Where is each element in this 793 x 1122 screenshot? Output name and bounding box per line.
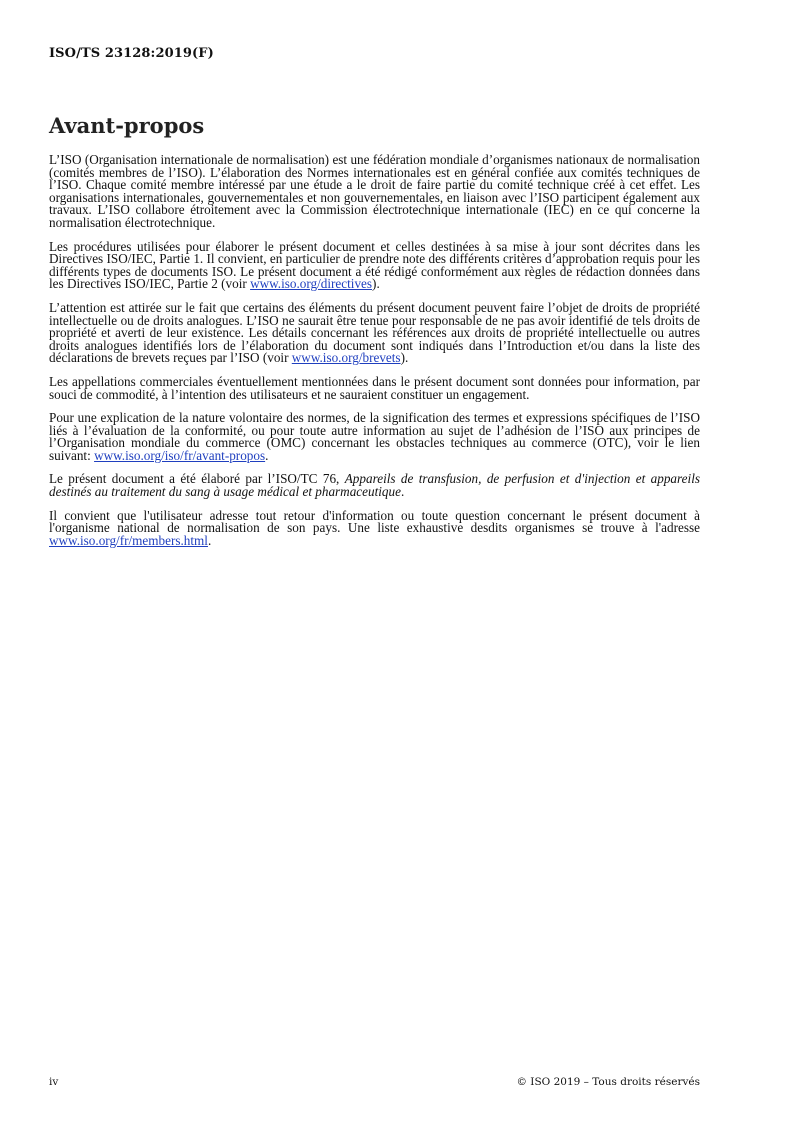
document-id: ISO/TS 23128:2019(F) [49, 46, 214, 61]
paragraph-3: L’attention est attirée sur le fait que certains des éléments du présent document peuvent faire l’objet de droits de propriété intellectuelle ou de droits analogues. L’ISO ne saurait être tenue pour responsable de ne pas avoir identifié de tels droits de propriété et averti de leur existence. Les détails concernant les références aux droits de propriété intellectuelle ou autres droits analogues identifiés lors de l’élaboration du document sont indiqués dans l’Introduction et/ou dans la liste des déclarations de brevets reçues par l’ISO (voir www.iso.org/brevets). [49, 299, 700, 366]
page-title: Avant-propos [49, 113, 205, 138]
page-number: iv [49, 1076, 59, 1088]
copyright-notice: © ISO 2019 – Tous droits réservés [516, 1076, 700, 1088]
committee-title: Appareils de transfusion, de perfusion et d'injection et appareils destinés au traitement du sang à usage médical et pharmaceutique [49, 471, 700, 500]
paragraph-6: Le présent document a été élaboré par l’ISO/TC 76, Appareils de transfusion, de perfusion et d'injection et appareils destinés au traitement du sang à usage médical et pharmaceutique. [49, 471, 700, 500]
paragraph-4: Les appellations commerciales éventuellement mentionnées dans le présent document sont données pour information, par souci de commodité, à l’intention des utilisateurs et ne sauraient constituer un engagement. [49, 373, 700, 402]
members-link[interactable]: www.iso.org/fr/members.html [49, 532, 208, 548]
paragraph-2: Les procédures utilisées pour élaborer le présent document et celles destinées à sa mise à jour sont décrites dans les Directives ISO/IEC, Partie 1. Il convient, en particulier de prendre note des différents critères d’approbation requis pour les différents types de documents ISO. Le présent document a été rédigé conformément aux règles de rédaction données dans les Directives ISO/IEC, Partie 2 (voir www.iso.org/directives). [49, 238, 700, 292]
brevets-link[interactable]: www.iso.org/brevets [291, 350, 401, 366]
paragraph-7: Il convient que l'utilisateur adresse tout retour d'information ou toute question concernant le présent document à l'organisme national de normalisation de son pays. Une liste exhaustive desdits organismes se trouve à l'adresse www.iso.org/fr/members.html. [49, 507, 700, 548]
paragraph-1: L’ISO (Organisation internationale de normalisation) est une fédération mondiale d’organismes nationaux de normalisation (comités membres de l’ISO). L’élaboration des Normes internationales est en général confiée aux comités techniques de l’ISO. Chaque comité membre intéressé par une étude a le droit de faire partie du comité technique créé à cet effet. Les organisations internationales, gouvernementales et non gouvernementales, en liaison avec l’ISO participent également aux travaux. L’ISO collabore étroitement avec la Commission électrotechnique internationale (IEC) en ce qui concerne la normalisation électrotechnique. [49, 152, 700, 230]
avant-propos-link[interactable]: www.iso.org/iso/fr/avant-propos [94, 447, 266, 463]
directives-link[interactable]: www.iso.org/directives [250, 276, 373, 292]
foreword-body [49, 154, 700, 558]
paragraph-5: Pour une explication de la nature volontaire des normes, de la signification des termes et expressions spécifiques de l’ISO liés à l’évaluation de la conformité, ou pour toute autre information au sujet de l’adhésion de l’ISO aux principes de l’Organisation mondiale du commerce (OMC) concernant les obstacles techniques au commerce (OTC), voir le lien suivant: www.iso.org/iso/fr/avant-propos. [49, 410, 700, 463]
